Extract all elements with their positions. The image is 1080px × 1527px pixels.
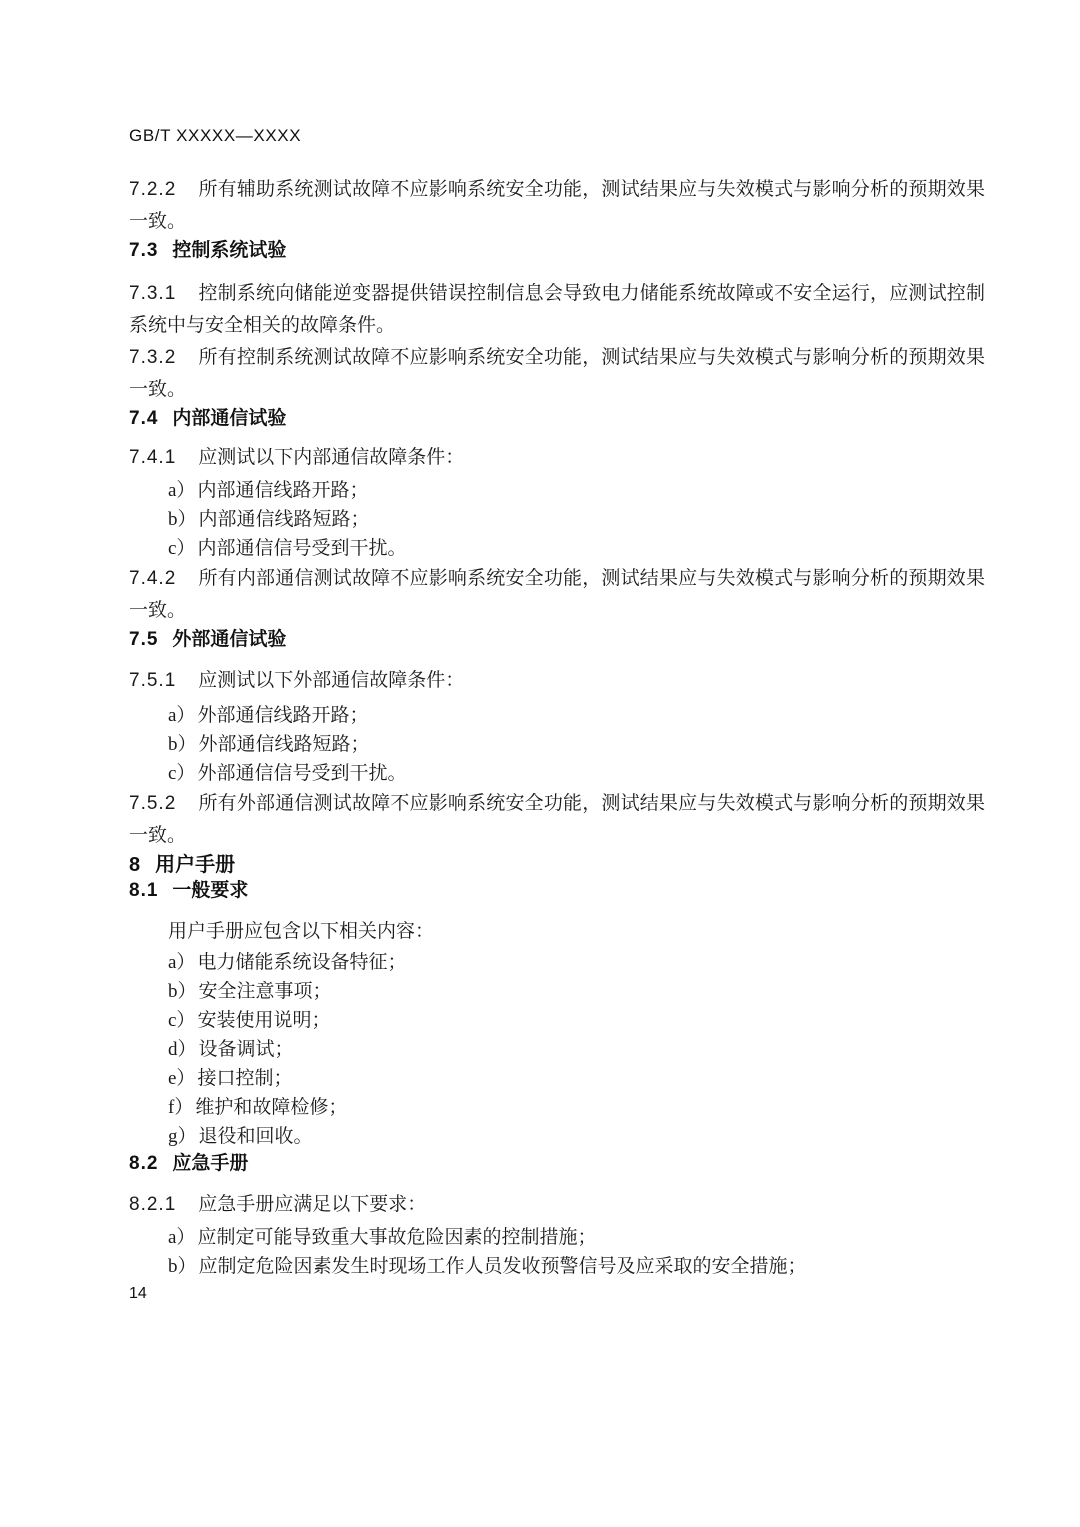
list-item-label: c） — [168, 538, 196, 559]
list-item-label: b） — [168, 1256, 197, 1277]
list-item-text: 外部通信信号受到干扰。 — [197, 763, 407, 784]
list-item-text: 内部通信信号受到干扰。 — [197, 538, 407, 559]
list-item-c — [129, 534, 985, 563]
clause-number: 8.2.1 — [129, 1194, 177, 1215]
clause-7.2.2 — [129, 174, 985, 238]
section-heading-7.4 — [129, 406, 985, 432]
clause-text: 所有内部通信测试故障不应影响系统安全功能，测试结果应与失效模式与影响分析的预期效果一致。 — [129, 568, 985, 621]
list-item-label: c） — [168, 763, 196, 784]
clause-text: 所有外部通信测试故障不应影响系统安全功能，测试结果应与失效模式与影响分析的预期效果一致。 — [129, 793, 985, 846]
standard-number-header: GB/T XXXXX—XXXX — [129, 126, 302, 145]
list-item-c — [129, 759, 985, 788]
heading-number: 8.1 — [129, 880, 159, 901]
list-item-label: d） — [168, 1039, 197, 1060]
list-internal-comm-faults — [129, 476, 985, 563]
heading-number: 7.4 — [129, 408, 159, 429]
heading-number: 8 — [129, 854, 142, 876]
clause-number: 7.2.2 — [129, 179, 177, 200]
list-item-b — [129, 977, 985, 1006]
clause-text: 应急手册应满足以下要求： — [198, 1194, 427, 1215]
list-user-manual-contents — [129, 948, 985, 1151]
list-item-text: 内部通信线路开路； — [197, 480, 369, 501]
clause-text: 控制系统向储能逆变器提供错误控制信息会导致电力储能系统故障或不安全运行，应测试控制系统中与安全相关的故障条件。 — [129, 283, 985, 336]
list-item-text: 退役和回收。 — [198, 1126, 313, 1147]
heading-number: 8.2 — [129, 1153, 159, 1174]
list-item-label: a） — [168, 705, 196, 726]
list-item-text: 接口控制； — [197, 1068, 293, 1089]
list-item-text: 外部通信线路短路； — [198, 734, 370, 755]
list-item-text: 安全注意事项； — [198, 981, 332, 1002]
list-item-text: 电力储能系统设备特征； — [197, 952, 407, 973]
list-item-label: f） — [168, 1097, 194, 1118]
heading-title: 控制系统试验 — [172, 240, 287, 261]
list-item-label: b） — [168, 509, 197, 530]
list-item-label: b） — [168, 734, 197, 755]
section-heading-7.3 — [129, 238, 985, 264]
list-item-text: 安装使用说明； — [197, 1010, 331, 1031]
clause-7.3.1 — [129, 278, 985, 342]
list-emergency-manual-requirements — [129, 1223, 985, 1281]
list-item-a — [129, 701, 985, 730]
list-item-a — [129, 948, 985, 977]
list-item-text: 应制定危险因素发生时现场工作人员发收预警信号及应采取的安全措施； — [198, 1256, 807, 1277]
heading-title: 用户手册 — [155, 854, 236, 876]
list-item-a — [129, 1223, 985, 1252]
clause-number: 7.3.2 — [129, 347, 177, 368]
clause-7.4.1 — [129, 442, 985, 474]
clause-text: 应测试以下外部通信故障条件： — [198, 670, 465, 691]
list-item-f — [129, 1093, 985, 1122]
clause-text: 所有辅助系统测试故障不应影响系统安全功能，测试结果应与失效模式与影响分析的预期效果一致。 — [129, 179, 985, 232]
chapter-heading-8 — [129, 852, 985, 878]
list-item-b — [129, 505, 985, 534]
list-item-c — [129, 1006, 985, 1035]
list-item-text: 应制定可能导致重大事故危险因素的控制措施； — [197, 1227, 597, 1248]
clause-number: 7.5.1 — [129, 670, 177, 691]
heading-number: 7.3 — [129, 240, 159, 261]
list-item-b — [129, 1252, 985, 1281]
list-item-label: e） — [168, 1068, 196, 1089]
paragraph-manual-contents-intro: 用户手册应包含以下相关内容： — [168, 921, 435, 942]
heading-number: 7.5 — [129, 629, 159, 650]
clause-text: 应测试以下内部通信故障条件： — [198, 447, 465, 468]
clause-number: 7.4.2 — [129, 568, 177, 589]
heading-title: 内部通信试验 — [172, 408, 287, 429]
list-item-label: c） — [168, 1010, 196, 1031]
clause-text: 所有控制系统测试故障不应影响系统安全功能，测试结果应与失效模式与影响分析的预期效果一致。 — [129, 347, 985, 400]
list-item-label: a） — [168, 1227, 196, 1248]
clause-number: 7.4.1 — [129, 447, 177, 468]
heading-title: 一般要求 — [172, 880, 249, 901]
clause-7.3.2 — [129, 342, 985, 406]
clause-number: 7.3.1 — [129, 283, 177, 304]
list-item-label: a） — [168, 952, 196, 973]
list-item-g — [129, 1122, 985, 1151]
section-heading-8.2 — [129, 1151, 985, 1177]
list-item-a — [129, 476, 985, 505]
list-item-text: 内部通信线路短路； — [198, 509, 370, 530]
list-item-label: b） — [168, 981, 197, 1002]
clause-8.2.1 — [129, 1189, 985, 1221]
list-external-comm-faults — [129, 701, 985, 788]
section-heading-7.5 — [129, 627, 985, 653]
list-item-label: a） — [168, 480, 196, 501]
clause-7.5.1 — [129, 665, 985, 697]
clause-7.4.2 — [129, 563, 985, 627]
list-item-text: 外部通信线路开路； — [197, 705, 369, 726]
heading-title: 应急手册 — [172, 1153, 249, 1174]
list-item-b — [129, 730, 985, 759]
list-item-e — [129, 1064, 985, 1093]
clause-7.5.2 — [129, 788, 985, 852]
list-item-d — [129, 1035, 985, 1064]
list-item-text: 设备调试； — [198, 1039, 294, 1060]
list-item-text: 维护和故障检修； — [195, 1097, 348, 1118]
list-item-label: g） — [168, 1126, 197, 1147]
clause-number: 7.5.2 — [129, 793, 177, 814]
section-heading-8.1 — [129, 878, 985, 904]
page-number: 14 — [129, 1285, 147, 1302]
heading-title: 外部通信试验 — [172, 629, 287, 650]
